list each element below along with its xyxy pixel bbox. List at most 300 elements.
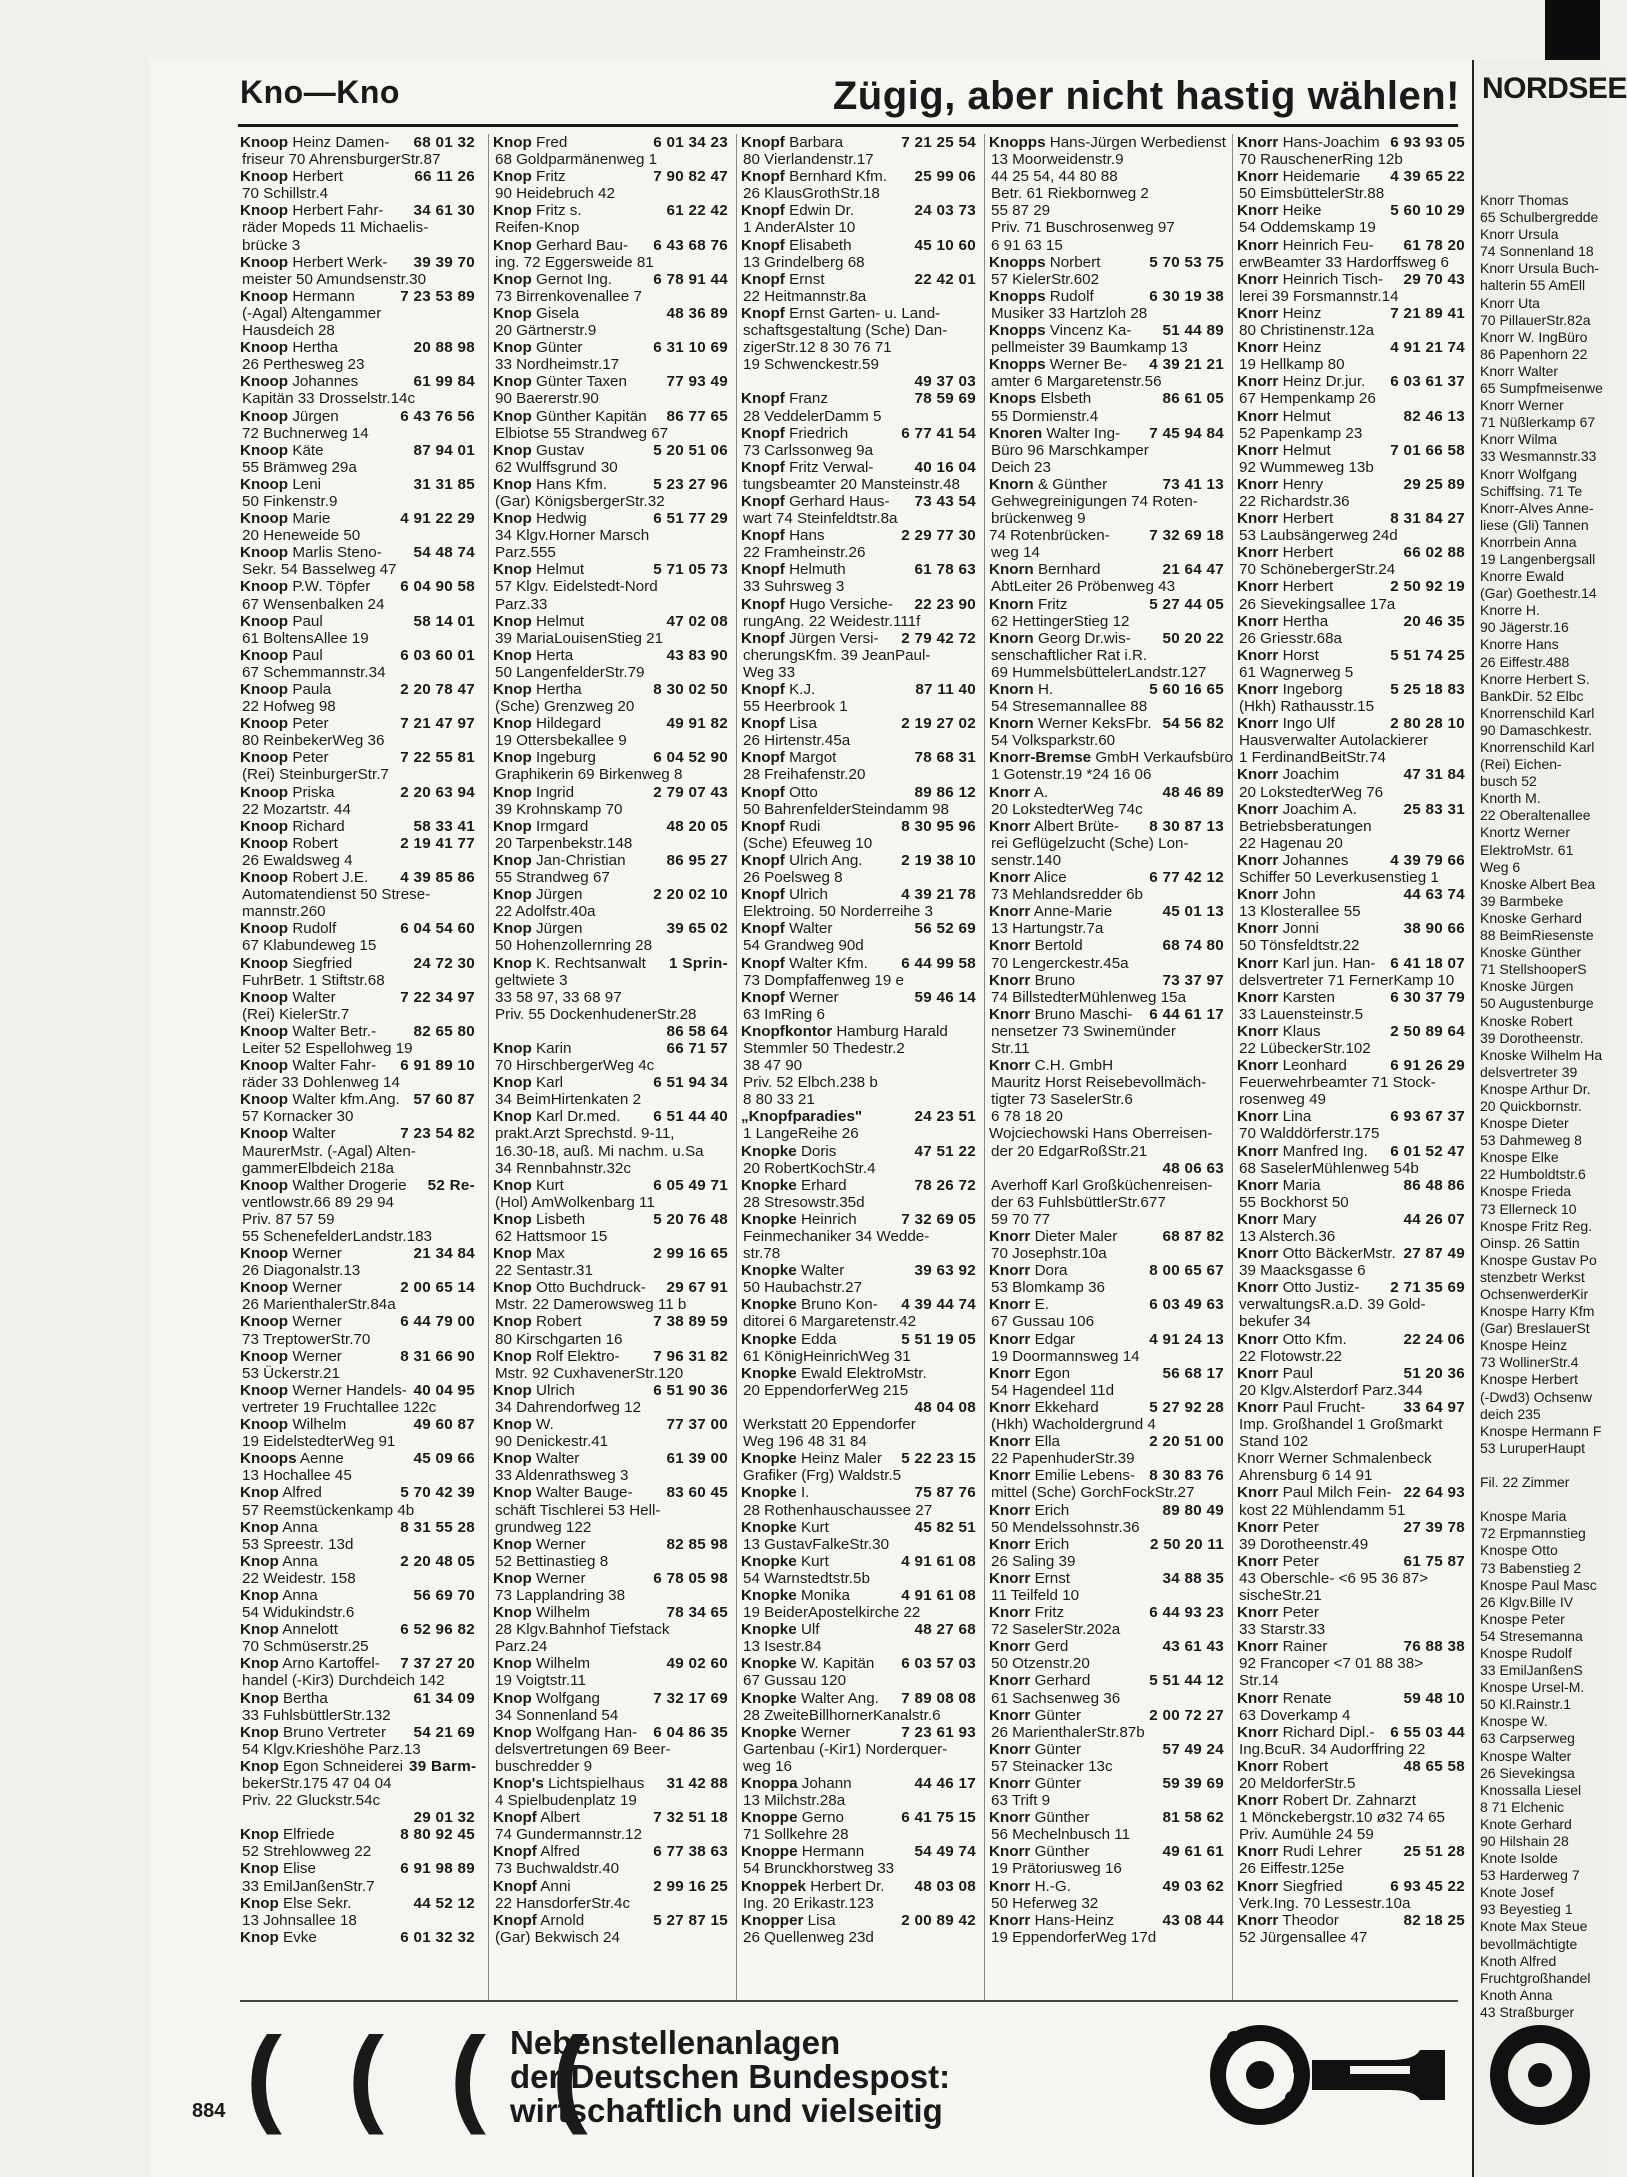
entry-address-line: 73 Mehlandsredder 6b xyxy=(991,886,1143,904)
entry-address-line: zigerStr.12 8 30 76 71 xyxy=(743,339,892,357)
entry-surname: Knopke xyxy=(741,1330,797,1348)
entry-phone-number: 78 34 65 xyxy=(666,1604,728,1622)
entry-address-line: 50 Otzenstr.20 xyxy=(991,1655,1090,1673)
directory-entry xyxy=(493,1912,728,1946)
strip-line: OchsenwerderKir xyxy=(1480,1286,1589,1302)
entry-phone-number: 7 89 08 08 xyxy=(901,1689,976,1707)
entry-address-line: tungsbeamter 20 Mansteinstr.48 xyxy=(743,475,960,493)
directory-entry xyxy=(240,544,475,578)
entry-surname: Knopf xyxy=(741,134,785,151)
entry-given-name: Hans-Joachim xyxy=(1282,134,1380,151)
entry-name xyxy=(1237,1878,1343,1895)
directory-entry xyxy=(989,1775,1224,1809)
entry-phone-number: 86 77 65 xyxy=(666,407,728,425)
entry-name xyxy=(1237,681,1343,698)
entry-address-line: 62 Hattsmoor 15 xyxy=(495,1228,608,1245)
entry-surname: Knopke xyxy=(741,1484,797,1502)
entry-address-line: 6 78 18 20 xyxy=(991,1108,1063,1126)
entry-phone-number: 7 37 27 20 xyxy=(400,1655,475,1673)
entry-surname: Knop xyxy=(240,1928,279,1946)
entry-surname: Knop xyxy=(240,1518,279,1536)
entry-phone-number: 7 38 89 59 xyxy=(653,1313,728,1331)
entry-name xyxy=(741,1878,885,1895)
entry-address-line: Priv. 55 DockenhudenerStr.28 xyxy=(495,1005,697,1023)
entry-phone-number: 45 10 60 xyxy=(914,236,976,254)
entry-address-line: 22 Weidestr. 158 xyxy=(242,1569,356,1587)
entry-surname: Knop xyxy=(493,1313,532,1331)
entry-address-line: lerei 39 Forsmannstr.14 xyxy=(1239,287,1399,305)
entry-given-name: Gerhard Bau- xyxy=(536,236,629,254)
entry-name xyxy=(741,1484,809,1501)
ad-line-3: wirtschaftlich und vielseitig xyxy=(510,2092,943,2129)
directory-entry xyxy=(741,1587,976,1621)
entry-surname: Knopps xyxy=(989,134,1046,151)
entry-surname: Knop xyxy=(493,134,532,151)
entry-given-name: Robert J.E. xyxy=(292,869,369,887)
entry-name xyxy=(240,1826,335,1843)
entry-name xyxy=(493,1912,584,1929)
entry-surname: Knopke xyxy=(741,1176,797,1194)
entry-address-line: gammerElbdeich 218a xyxy=(242,1159,394,1177)
strip-line: Knortz Werner xyxy=(1480,824,1570,841)
entry-address-line: 68 SaselerMühlenweg 54b xyxy=(1239,1159,1419,1177)
directory-entry xyxy=(493,681,728,715)
entry-surname: Knorr xyxy=(989,1057,1031,1075)
entry-phone-number: 7 23 61 93 xyxy=(901,1723,976,1741)
directory-entry xyxy=(989,1160,1224,1228)
directory-entry xyxy=(989,288,1224,322)
entry-name xyxy=(493,1040,572,1057)
entry-surname: Knorr xyxy=(989,1296,1031,1314)
entry-phone-number: 45 09 66 xyxy=(413,1450,475,1468)
entry-address-line: 43 Oberschle- <6 95 36 87> xyxy=(1239,1569,1429,1587)
entry-surname: Knop xyxy=(493,202,532,220)
entry-surname: Knoop xyxy=(240,817,289,835)
entry-name xyxy=(493,1074,563,1091)
entry-given-name: Anna xyxy=(282,1586,318,1604)
entry-name xyxy=(741,886,828,903)
entry-name xyxy=(240,1484,322,1501)
entry-given-name: Walter xyxy=(292,1125,336,1143)
entry-address-line: 62 HettingerStieg 12 xyxy=(991,612,1130,630)
entry-address-line: Mstr. 22 Damerowsweg 11 b xyxy=(495,1296,687,1314)
entry-name xyxy=(240,168,343,185)
directory-entry xyxy=(1237,1758,1465,1792)
entry-name xyxy=(493,476,607,493)
entry-surname: Knoop xyxy=(240,783,289,801)
entry-phone-number: 6 91 89 10 xyxy=(400,1057,475,1075)
entry-given-name: Herbert xyxy=(1282,510,1334,528)
entry-surname: Knopke xyxy=(741,1655,797,1673)
entry-address-line: 28 VeddelerDamm 5 xyxy=(743,407,882,425)
entry-name xyxy=(741,1177,847,1194)
entry-phone-number: 78 68 31 xyxy=(914,749,976,767)
directory-entry xyxy=(493,613,728,647)
entry-name xyxy=(240,510,330,527)
entry-address-line: 1 Mönckebergstr.10 ø32 74 65 xyxy=(1239,1809,1446,1827)
entry-given-name: Gustav xyxy=(536,441,585,459)
directory-entry xyxy=(493,1416,728,1450)
entry-phone-number: 54 21 69 xyxy=(413,1723,475,1741)
entry-surname: Knorr xyxy=(1237,1843,1279,1861)
directory-entry xyxy=(240,1929,475,1946)
entry-given-name: Herbert Fahr- xyxy=(292,202,384,220)
entry-surname: Knorr xyxy=(1237,1108,1279,1126)
entry-address-line: Averhoff Karl Großküchenreisen- xyxy=(991,1176,1213,1194)
entry-phone-number: 7 01 66 58 xyxy=(1390,441,1465,459)
entry-name xyxy=(240,1895,351,1912)
entry-name xyxy=(989,1331,1075,1348)
directory-entry xyxy=(741,134,976,168)
entry-surname: Knop xyxy=(493,339,532,357)
entry-surname: Knoop xyxy=(240,287,289,305)
entry-phone-number: 45 01 13 xyxy=(1162,903,1224,921)
entry-address-line: tigter 73 SaselerStr.6 xyxy=(991,1091,1133,1109)
entry-name xyxy=(989,937,1083,954)
entry-address-line: 20 RobertKochStr.4 xyxy=(743,1159,876,1177)
entry-surname: Knop xyxy=(493,475,532,493)
entry-address-line: 70 Schillstr.4 xyxy=(242,185,329,203)
directory-entry xyxy=(240,1091,475,1125)
directory-entry xyxy=(741,1262,976,1296)
directory-entry xyxy=(240,134,475,168)
entry-name xyxy=(493,373,627,390)
entry-address-line: Hausverwalter Autolackierer xyxy=(1239,732,1429,750)
entry-address-line: Priv. 52 Elbch.238 b xyxy=(743,1074,878,1092)
entry-name xyxy=(741,237,852,254)
entry-given-name: Manfred Ing. xyxy=(1282,1142,1368,1160)
entry-surname: Knopfkontor xyxy=(741,1022,833,1040)
entry-address-line: Betriebsberatungen xyxy=(1239,817,1372,835)
entry-given-name: Walter Kfm. xyxy=(789,954,868,972)
entry-given-name: Wojciechowski Hans Oberreisen- xyxy=(989,1125,1213,1143)
entry-phone-number: 6 04 90 58 xyxy=(400,578,475,596)
entry-phone-number: 68 74 80 xyxy=(1162,937,1224,955)
entry-given-name: Friedrich xyxy=(789,424,849,442)
entry-name xyxy=(1237,237,1374,254)
entry-surname: Knorr xyxy=(989,1330,1031,1348)
entry-name xyxy=(493,1536,586,1553)
entry-surname: Knop xyxy=(493,441,532,459)
entry-surname: Knop xyxy=(493,407,532,425)
entry-given-name: Bernhard Kfm. xyxy=(789,168,888,186)
entry-name xyxy=(741,1143,836,1160)
entry-address-line: 67 Wensenbalken 24 xyxy=(242,595,385,613)
entry-address-line: 55 Heerbrook 1 xyxy=(743,698,848,716)
entry-address-line: 13 Klosterallee 55 xyxy=(1239,903,1361,921)
entry-phone-number: 86 58 64 xyxy=(666,1022,728,1040)
entry-given-name: Herbert xyxy=(1282,578,1334,596)
entry-surname: Knop xyxy=(240,1689,279,1707)
entry-name xyxy=(240,1023,376,1040)
entry-surname: Knop xyxy=(493,715,532,733)
entry-address-line: 4 Spielbudenplatz 19 xyxy=(495,1792,637,1810)
entry-address-line: (Hkh) Rathausstr.15 xyxy=(1239,698,1375,716)
entry-given-name: Ingeburg xyxy=(536,749,597,767)
entry-given-name: Joachim xyxy=(1282,766,1340,784)
directory-entry xyxy=(989,425,1224,476)
directory-entry xyxy=(1237,1450,1465,1484)
entry-phone-number: 33 64 97 xyxy=(1403,1398,1465,1416)
entry-name xyxy=(1237,920,1319,937)
entry-surname: Knop's xyxy=(493,1775,544,1792)
directory-entry xyxy=(1237,1912,1465,1946)
entry-given-name: Jürgen xyxy=(536,920,583,938)
entry-given-name: Walter Bauge- xyxy=(536,1484,633,1502)
directory-entry xyxy=(989,1057,1224,1125)
directory-entry xyxy=(741,271,976,305)
entry-surname: Knoop xyxy=(240,253,289,271)
directory-entry xyxy=(1237,1878,1465,1912)
strip-line: (Rei) Eichen- xyxy=(1480,756,1562,773)
entry-phone-number: 61 39 00 xyxy=(666,1450,728,1468)
page-header xyxy=(240,74,1460,124)
entry-given-name: Walter Fahr- xyxy=(292,1057,377,1075)
entry-surname: Knorr xyxy=(989,1005,1031,1023)
entry-address-line: wart 74 Steinfeldtstr.8a xyxy=(743,510,898,528)
entry-name xyxy=(493,339,582,356)
entry-phone-number: 48 27 68 xyxy=(914,1621,976,1639)
directory-entry xyxy=(493,1484,728,1535)
entry-address-line: 13 Isestr.84 xyxy=(743,1638,822,1656)
entry-address-line: 33 Starstr.33 xyxy=(1239,1621,1326,1639)
entry-phone-number: 2 20 51 00 xyxy=(1149,1433,1224,1451)
entry-phone-number: 5 71 05 73 xyxy=(653,561,728,579)
entry-address-line: 44 25 54, 44 80 88 xyxy=(991,168,1118,186)
entry-given-name: Peter xyxy=(1282,1518,1319,1536)
entry-given-name: Bruno xyxy=(1034,971,1076,989)
strip-line: (Gar) BreslauerSt xyxy=(1480,1320,1590,1337)
entry-surname: Knopf xyxy=(741,304,785,322)
strip-line: 26 Eiffestr.488 xyxy=(1480,653,1570,670)
directory-entry xyxy=(1237,647,1465,681)
entry-address-line: 73 Dompfaffenweg 19 e xyxy=(743,971,904,989)
entry-surname: Knop xyxy=(240,1484,279,1502)
entry-given-name: Rolf Elektro- xyxy=(536,1347,620,1365)
entry-address-line: senstr.140 xyxy=(991,851,1062,869)
directory-entry xyxy=(493,1450,728,1484)
directory-entry xyxy=(1237,134,1465,168)
entry-given-name: Lichtspielhaus xyxy=(548,1775,645,1792)
entry-name xyxy=(989,681,1053,698)
entry-phone-number: 78 26 72 xyxy=(914,1176,976,1194)
strip-line: 70 PillauerStr.82a xyxy=(1480,311,1591,328)
directory-entry xyxy=(493,408,728,442)
entry-address-line: 57 Klgv. Eidelstedt-Nord xyxy=(495,578,658,596)
entry-phone-number: 68 87 82 xyxy=(1162,1228,1224,1245)
directory-entry xyxy=(989,1331,1224,1365)
entry-given-name: Egon Schneiderei xyxy=(283,1757,403,1775)
entry-address-line: ventlowstr.66 89 29 94 xyxy=(242,1193,394,1211)
strip-line: Knoske Albert Bea xyxy=(1480,875,1596,892)
entry-phone-number: 6 93 93 05 xyxy=(1390,134,1465,151)
entry-name xyxy=(240,613,323,630)
entry-phone-number: 39 39 70 xyxy=(413,253,475,271)
directory-entry xyxy=(989,1296,1224,1330)
entry-phone-number: 54 48 74 xyxy=(413,544,475,562)
entry-given-name: Jan-Christian xyxy=(536,851,626,869)
directory-entry xyxy=(1237,544,1465,578)
entry-name xyxy=(1237,168,1360,185)
directory-column-1 xyxy=(240,134,475,2000)
entry-phone-number: 6 51 77 29 xyxy=(653,510,728,528)
entry-address-line: 26 Quellenweg 23d xyxy=(743,1928,874,1946)
entry-name xyxy=(741,1912,836,1929)
directory-entry xyxy=(741,955,976,989)
entry-given-name: H. xyxy=(1037,681,1054,698)
entry-given-name: Günter xyxy=(536,339,583,357)
entry-address-line: 55 Strandweg 67 xyxy=(495,869,610,887)
entry-name xyxy=(989,527,1110,544)
entry-address-line: bekerStr.175 47 04 04 xyxy=(242,1775,392,1792)
entry-address-line: 55 SchenefelderLandstr.183 xyxy=(242,1228,432,1245)
entry-phone-number: 6 03 57 03 xyxy=(901,1655,976,1673)
entry-name xyxy=(240,202,383,219)
entry-given-name: Siegfried xyxy=(1282,1877,1343,1895)
entry-phone-number: 6 30 37 79 xyxy=(1390,988,1465,1006)
entry-name xyxy=(741,390,828,407)
directory-entry xyxy=(741,1843,976,1877)
directory-entry xyxy=(989,630,1224,681)
entry-given-name: Wilhelm xyxy=(536,1655,591,1673)
directory-entry xyxy=(741,527,976,561)
entry-address-line: 52 Bettinastieg 8 xyxy=(495,1552,609,1570)
entry-given-name: Günter xyxy=(1034,1740,1082,1758)
entry-phone-number: 1 Sprin- xyxy=(669,954,728,972)
entry-surname: Knorr xyxy=(1237,373,1279,391)
entry-phone-number: 6 04 54 60 xyxy=(400,920,475,938)
entry-surname: Knorr xyxy=(989,1877,1031,1895)
entry-address-line: 19 Hellkamp 80 xyxy=(1239,356,1345,374)
entry-surname: Knopke xyxy=(741,1518,797,1536)
entry-surname: Knop xyxy=(493,1689,532,1707)
entry-name xyxy=(741,1450,882,1467)
entry-phone-number: 6 01 52 47 xyxy=(1390,1142,1465,1160)
entry-name xyxy=(741,818,820,835)
entry-phone-number: 47 31 84 xyxy=(1403,766,1465,784)
entry-surname: Knorn xyxy=(989,475,1034,493)
strip-list xyxy=(1480,192,1620,2021)
entry-address-line: senschaftlicher Rat i.R. xyxy=(991,646,1148,664)
directory-entry xyxy=(989,1006,1224,1057)
entry-phone-number: 4 91 61 08 xyxy=(901,1552,976,1570)
entry-name xyxy=(989,1912,1114,1929)
entry-name xyxy=(493,442,584,459)
entry-given-name: & Günther xyxy=(1037,475,1108,493)
entry-name xyxy=(741,1365,927,1382)
directory-entry xyxy=(1237,920,1465,954)
entry-given-name: Klaus xyxy=(1282,1022,1321,1040)
entry-surname: Knorr xyxy=(1237,800,1279,818)
entry-name xyxy=(989,903,1112,920)
entry-name xyxy=(240,989,336,1006)
strip-line: busch 52 xyxy=(1480,773,1537,790)
entry-phone-number: 5 60 10 29 xyxy=(1390,202,1465,220)
entry-address-line: cherungsKfm. 39 JeanPaul- xyxy=(743,646,931,664)
entry-address-line: 53 Spreestr. 13d xyxy=(242,1535,354,1553)
entry-address-line: 73 TreptowerStr.70 xyxy=(242,1330,371,1348)
entry-given-name: Richard Dipl.- xyxy=(1282,1723,1375,1741)
strip-line: Knote Josef xyxy=(1480,1884,1554,1901)
entry-address-line: Grafiker (Frg) Waldstr.5 xyxy=(743,1467,902,1485)
directory-entry xyxy=(493,1536,728,1570)
entry-address-line: 26 Sievekingsallee 17a xyxy=(1239,595,1396,613)
entry-surname: Knoop xyxy=(240,646,289,664)
entry-name xyxy=(493,1313,582,1330)
entry-name xyxy=(493,1348,620,1365)
entry-name xyxy=(1237,1604,1319,1621)
directory-entry xyxy=(240,1758,475,1809)
entry-name xyxy=(989,1536,1069,1553)
directory-entry xyxy=(989,1433,1224,1467)
directory-entry xyxy=(1237,476,1465,510)
directory-entry xyxy=(493,647,728,681)
entry-phone-number xyxy=(1218,1057,1224,1074)
entry-surname: Knop xyxy=(493,304,532,322)
strip-line: Knorr W. IngBüro xyxy=(1480,328,1588,345)
directory-entry xyxy=(493,886,728,920)
entry-surname: Knop xyxy=(493,1381,532,1399)
entry-surname: Knorr xyxy=(1237,236,1279,254)
entry-name xyxy=(1237,1108,1311,1125)
entry-phone-number: 2 19 38 10 xyxy=(901,851,976,869)
directory-entry xyxy=(240,715,475,749)
entry-surname: Knop xyxy=(493,1245,532,1263)
strip-line: halterin 55 AmEll xyxy=(1480,277,1586,294)
entry-surname: Knoop xyxy=(240,1057,289,1075)
entry-surname: Knorr xyxy=(1237,510,1279,528)
entry-phone-number: 5 25 18 83 xyxy=(1390,681,1465,698)
entry-name xyxy=(1237,1279,1359,1296)
directory-entry xyxy=(1237,1484,1465,1518)
directory-entry xyxy=(741,989,976,1023)
strip-line: 90 Damaschkestr. xyxy=(1480,721,1593,738)
directory-entry xyxy=(240,339,475,373)
entry-surname: Knopps xyxy=(989,287,1046,305)
entry-phone-number: 73 37 97 xyxy=(1162,971,1224,989)
directory-entry xyxy=(240,408,475,442)
strip-line: Knoske Robert xyxy=(1480,1012,1573,1029)
strip-line: 50 Kl.Rainstr.1 xyxy=(1480,1696,1572,1713)
strip-title: NORDSEE xyxy=(1482,72,1627,105)
entry-name xyxy=(989,561,1100,578)
directory-entry xyxy=(493,1690,728,1724)
strip-line: delsvertreter 39 xyxy=(1480,1063,1578,1080)
directory-entry xyxy=(989,134,1224,254)
entry-given-name: Kurt xyxy=(800,1552,829,1570)
entry-name xyxy=(1237,134,1380,151)
entry-surname: Knorr xyxy=(1237,407,1279,425)
strip-line: 53 Dahmeweg 8 xyxy=(1480,1132,1582,1149)
strip-line: 19 Langenbergsall xyxy=(1480,550,1596,567)
directory-entry xyxy=(1237,202,1465,236)
directory-entry xyxy=(493,1279,728,1313)
strip-line: Knorr Thomas xyxy=(1480,192,1569,208)
entry-surname: Knopf xyxy=(741,595,785,613)
entry-address-line: 13 Hochallee 45 xyxy=(242,1467,352,1485)
entry-given-name: Vincenz Ka- xyxy=(1049,322,1132,340)
entry-surname: Knoop xyxy=(240,475,289,493)
entry-name xyxy=(989,1672,1090,1689)
directory-entry xyxy=(989,715,1224,749)
entry-given-name: Doris xyxy=(800,1142,837,1160)
entry-given-name: Fritz xyxy=(1037,595,1068,613)
strip-line: Knorr-Alves Anne- xyxy=(1480,499,1594,516)
entry-surname: Knopf xyxy=(741,886,785,904)
directory-entry xyxy=(493,1878,728,1912)
entry-phone-number: 7 21 47 97 xyxy=(400,715,475,733)
entry-name xyxy=(1237,1245,1396,1262)
